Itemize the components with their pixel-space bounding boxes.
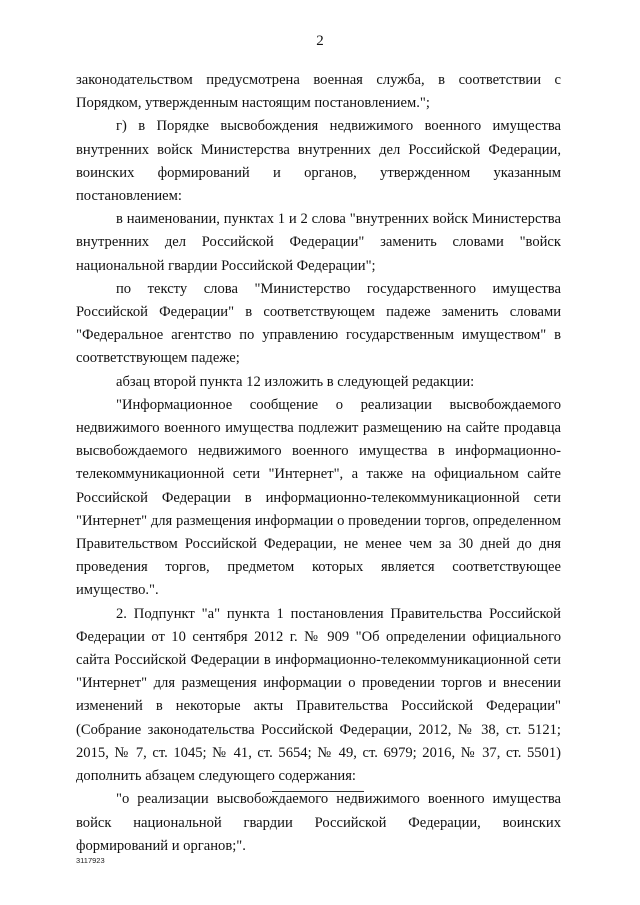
paragraph-section-2: 2. Подпункт "а" пункта 1 постановления Правительства Российской Федерации от 10 сентября 2012 г. № 909 "Об определении официального сайта Российской Федерации в информационно-телекоммуникационной сети "Интернет" для размещения информации о проведении торгов и внесении изменений в некоторые акты Правительства Российской Федерации" (Собрание законодательства Российской Федерации, 2012, № 38, ст. 5121; 2015, № 7, ст. 1045; № 41, ст. 5654; № 49, ст. 6979; 2016, № 37, ст. 5501) дополнить абзацем следующего содержания: — [76, 605, 561, 785]
paragraph-continuation: законодательством предусмотрена военная служба, в соответствии с Порядком, утвержденным настоящим постановлением."; — [76, 72, 561, 112]
paragraph-quoted-notice: "Информационное сообщение о реализации высвобождаемого недвижимого военного имущества подлежит размещению на сайте продавца высвобождаемого недвижимого военного имущества в информационно-телекоммуникационной сети "Интернет", а также на официальном сайте Российской Федерации в информационно-телекоммуникационной сети "Интернет" для размещения информации о проведении торгов, определенном Правительством Российской Федерации, не менее чем за 30 дней до дня проведения торгов, предметом которых является соответствующее имущество.". — [76, 396, 561, 599]
paragraph-clause-12: абзац второй пункта 12 изложить в следующей редакции: — [116, 373, 475, 390]
paragraph-added-text: "о реализации высвобождаемого недвижимого военного имущества войск национальной гвардии Российской Федерации, воинских формирований и органов;". — [76, 791, 561, 854]
paragraph-text-change: по тексту слова "Министерство государственного имущества Российской Федерации" в соответствующем падеже заменить словами "Федеральное агентство по управлению государственным имуществом" в соответствующем падеже; — [76, 280, 561, 367]
document-body — [76, 69, 561, 858]
page-number: 2 — [316, 33, 324, 49]
paragraph-item-g: г) в Порядке высвобождения недвижимого военного имущества внутренних войск Министерства внутренних дел Российской Федерации, воинских формирований и органов, утвержденном указанным постановлением: — [76, 118, 561, 205]
paragraph-naming-change: в наименовании, пунктах 1 и 2 слова "внутренних войск Министерства внутренних дел Российской Федерации" заменить словами "войск национальной гвардии Российской Федерации"; — [76, 211, 561, 274]
document-code: 3117923 — [76, 856, 105, 865]
end-divider-line — [272, 791, 364, 792]
